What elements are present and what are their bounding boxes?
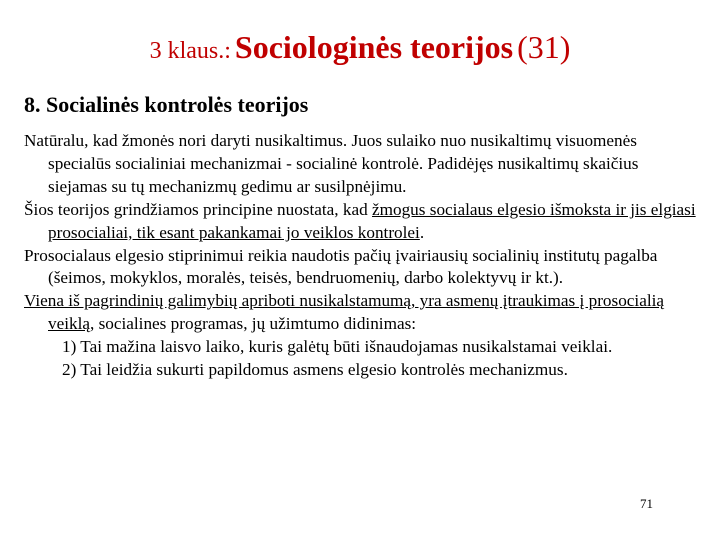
section-heading: 8. Socialinės kontrolės teorijos (24, 92, 309, 117)
list-item-2: 2) Tai leidžia sukurti papildomus asmens elgesio kontrolės mechanizmus. (62, 360, 568, 380)
page-number: 71 (640, 496, 653, 511)
paragraph-theory-end: . (419, 222, 425, 242)
underlined-key-principle: žmogus socialaus elgesio išmoksta ir jis elgiasi prosocialiai, tik esant pakankamai jo veiklos kontrolei (48, 199, 696, 242)
title-prefix: 3 klaus.: (149, 38, 231, 64)
underlined-main-possibility: Viena iš pagrindinių galimybių apriboti nusikalstamumą, yra asmenų įtraukimas į prosocialią veiklą (24, 291, 665, 334)
paragraph-possibility-end: , socialines programas, jų užimtumo didinimas: (90, 314, 417, 334)
title-main: Sociologinės teorijos (234, 29, 514, 65)
paragraph-theory-text: Šios teorijos grindžiamos principine nuostata, kad (24, 199, 372, 219)
paragraph-main-possibility (24, 290, 700, 336)
slide-title (0, 30, 720, 65)
paragraph-social-institutions: Prosocialaus elgesio stiprinimui reikia naudotis pačių įvairiausių socialinių institutų pagalba (šeimos, mokyklos, moralės, teisės, bendruomenių, darbo kolektyvų ir kt.). (24, 245, 658, 288)
paragraph-theory-principle (24, 199, 700, 245)
slide-body (24, 130, 700, 382)
title-number: (31) (517, 29, 571, 65)
paragraph-natural-crime: Natūralu, kad žmonės nori daryti nusikaltimus. Juos sulaiko nuo nusikaltimų visuomenės specialūs socialiniai mechanizmai - socialinė kontrolė. Padidėjęs nusikaltimų skaičius siejamas su tų mechanizmų gedimu ar susilpnėjimu. (24, 131, 639, 196)
list-item-1: 1) Tai mažina laisvo laiko, kuris galėtų būti išnaudojamas nusikalstamai veiklai. (62, 337, 613, 357)
